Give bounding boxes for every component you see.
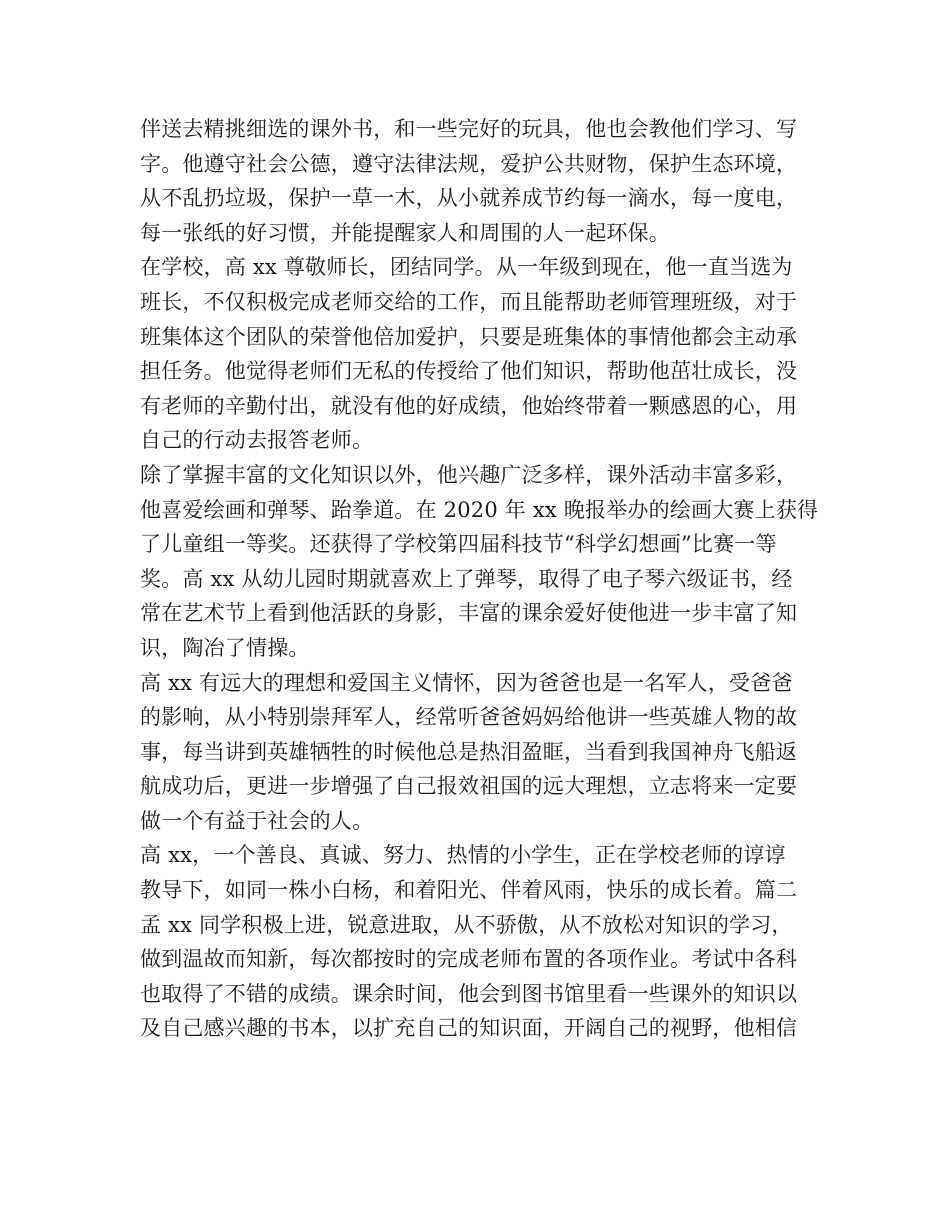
text-line: 常在艺术节上看到他活跃的身影，丰富的课余爱好使他进一步丰富了知 [140,601,798,626]
text-line: 伴送去精挑细选的课外书，和一些完好的玩具，他也会教他们学习、写 [140,117,798,141]
text-line: 做到温故而知新，每次都按时的完成老师布置的各项作业。考试中各科 [140,947,798,972]
text-line: 除了掌握丰富的文化知识以外，他兴趣广泛多样，课外活动丰富多彩， [140,462,798,487]
document-body [140,112,830,1046]
text-line: 高 xx 有远大的理想和爱国主义情怀，因为爸爸也是一名军人，受爸爸 [140,670,793,695]
text-line: 自己的行动去报答老师。 [140,428,374,453]
text-line: 做一个有益于社会的人。 [140,808,374,833]
text-line: 事，每当讲到英雄牺牲的时候他总是热泪盈眶，当看到我国神舟飞船返 [140,739,798,764]
text-line: 的影响，从小特别崇拜军人，经常听爸爸妈妈给他讲一些英雄人物的故 [140,705,798,730]
text-line: 识，陶冶了情操。 [140,635,310,660]
text-line: 他喜爱绘画和弹琴、跆拳道。在 2020 年 xx 晚报举办的绘画大赛上获得 [140,497,819,522]
text-line: 班长，不仅积极完成老师交给的工作，而且能帮助老师管理班级，对于 [140,289,798,314]
text-line: 从不乱扔垃圾，保护一草一木，从小就养成节约每一滴水，每一度电， [140,186,798,211]
text-line: 在学校，高 xx 尊敬师长，团结同学。从一年级到现在，他一直当选为 [140,255,793,280]
text-line: 及自己感兴趣的书本，以扩充自己的知识面，开阔自己的视野，他相信 [140,1016,798,1041]
text-line: 字。他遵守社会公德，遵守法律法规，爱护公共财物，保护生态环境， [140,151,798,176]
text-line: 孟 xx 同学积极上进，锐意进取，从不骄傲，从不放松对知识的学习， [140,912,793,937]
text-line: 班集体这个团队的荣誉他倍加爱护，只要是班集体的事情他都会主动承 [140,324,798,349]
text-line: 奖。高 xx 从幼儿园时期就喜欢上了弹琴，取得了电子琴六级证书，经 [140,566,793,591]
text-line: 每一张纸的好习惯，并能提醒家人和周围的人一起环保。 [140,220,670,245]
text-line: 教导下，如同一株小白杨，和着阳光、伴着风雨，快乐的成长着。篇二 [140,878,798,903]
text-line: 也取得了不错的成绩。课余时间，他会到图书馆里看一些课外的知识以 [140,981,798,1006]
text-line: 有老师的辛勤付出，就没有他的好成绩，他始终带着一颗感恩的心，用 [140,393,798,418]
text-line: 担任务。他觉得老师们无私的传授给了他们知识，帮助他茁壮成长，没 [140,359,798,384]
text-line: 航成功后，更进一步增强了自己报效祖国的远大理想，立志将来一定要 [140,774,798,799]
text-line: 高 xx，一个善良、真诚、努力、热情的小学生，正在学校老师的谆谆 [140,843,786,868]
text-line: 了儿童组一等奖。还获得了学校第四届科技节“科学幻想画”比赛一等 [140,532,777,557]
